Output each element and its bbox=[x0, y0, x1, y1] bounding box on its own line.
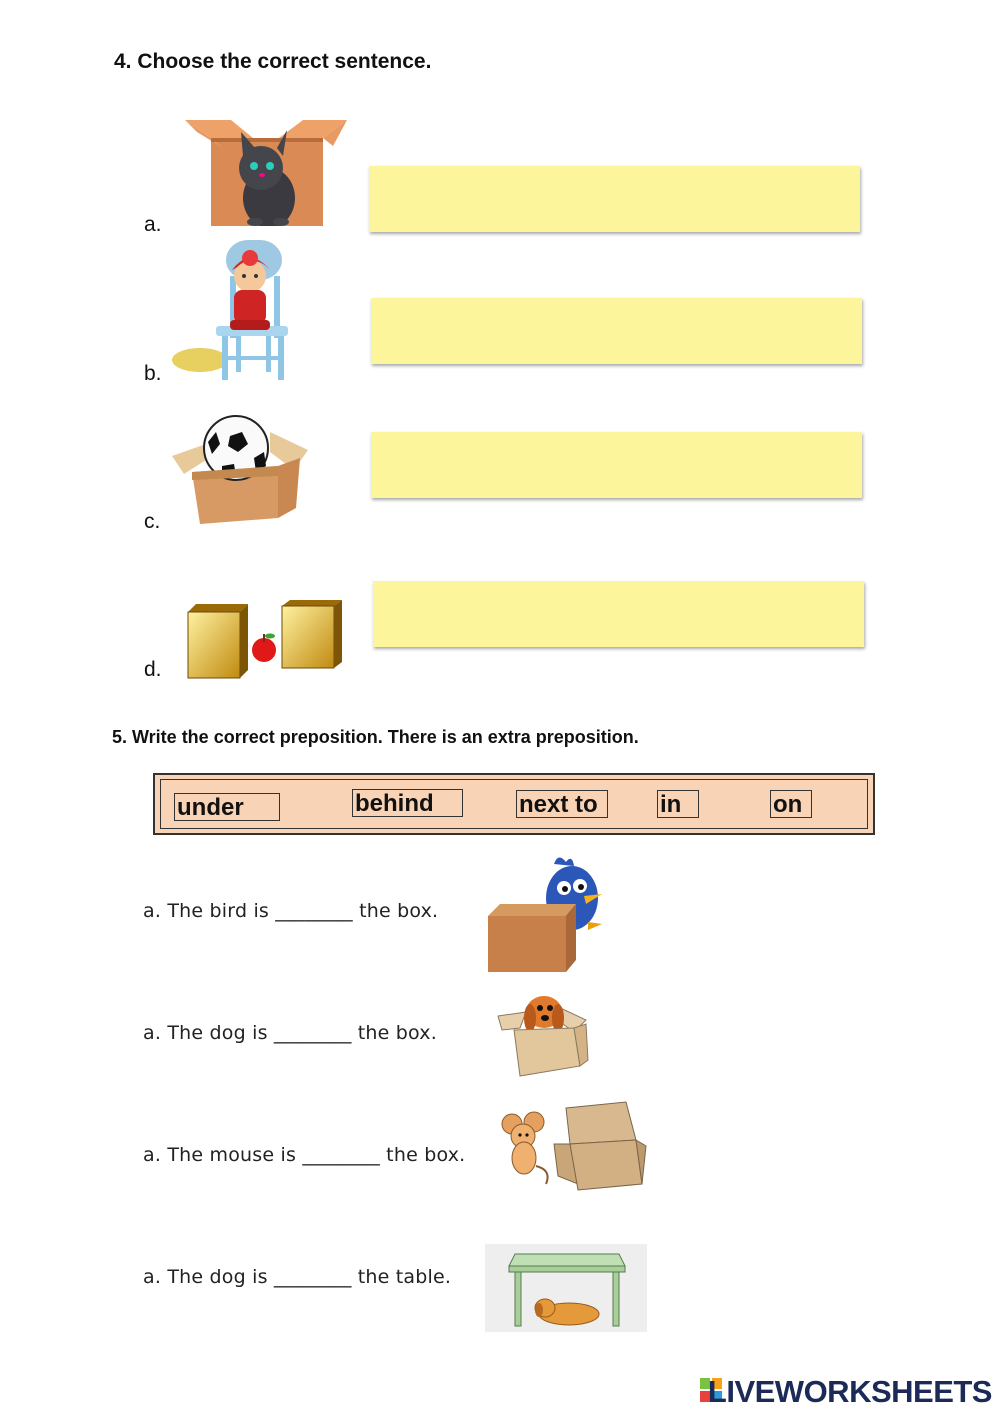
word-in[interactable]: in bbox=[657, 790, 699, 818]
sentence-3: a. The mouse is ________ the box. bbox=[143, 1144, 466, 1166]
word-on[interactable]: on bbox=[770, 790, 812, 818]
dog-under-table-icon bbox=[485, 1244, 647, 1332]
liveworksheets-logo: LIVEWORKSHEETS bbox=[707, 1374, 992, 1409]
dog-in-box-icon bbox=[496, 986, 590, 1080]
answer-box-c[interactable] bbox=[371, 432, 862, 498]
answer-box-d[interactable] bbox=[373, 581, 864, 647]
doll-on-chair-icon bbox=[170, 236, 310, 384]
word-next-to[interactable]: next to bbox=[516, 790, 608, 818]
sentence-1: a. The bird is ________ the box. bbox=[143, 900, 439, 922]
item-b-letter: b. bbox=[144, 362, 162, 385]
cat-in-box-icon bbox=[183, 118, 349, 226]
bird-behind-box-icon bbox=[484, 852, 604, 974]
answer-box-b[interactable] bbox=[371, 298, 862, 364]
sentence-2: a. The dog is ________ the box. bbox=[143, 1022, 437, 1044]
section-5-heading: 5. Write the correct preposition. There is an extra preposition. bbox=[112, 727, 639, 747]
section-4-heading: 4. Choose the correct sentence. bbox=[114, 50, 432, 73]
item-c-letter: c. bbox=[144, 510, 161, 533]
word-under[interactable]: under bbox=[174, 793, 280, 821]
item-a-letter: a. bbox=[144, 213, 162, 236]
apple-between-boxes-icon bbox=[184, 598, 344, 682]
word-behind[interactable]: behind bbox=[352, 789, 463, 817]
sentence-4: a. The dog is ________ the table. bbox=[143, 1266, 452, 1288]
word-bank bbox=[153, 773, 875, 835]
mouse-next-to-box-icon bbox=[496, 1100, 648, 1192]
item-d-letter: d. bbox=[144, 658, 162, 681]
ball-in-box-icon bbox=[170, 414, 312, 530]
answer-box-a[interactable] bbox=[369, 166, 860, 232]
